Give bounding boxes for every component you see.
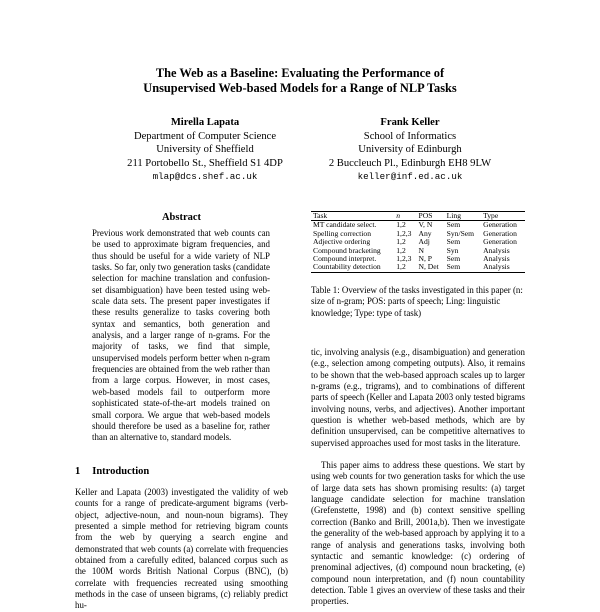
table-cell: 1,2,3 bbox=[396, 228, 412, 238]
section-heading bbox=[75, 466, 149, 477]
author-address: 211 Portobello St., Sheffield S1 4DP bbox=[127, 157, 283, 169]
section-number: 1 bbox=[75, 466, 81, 477]
author-dept: Department of Computer Science bbox=[133, 130, 277, 142]
paragraph: tic, involving analysis (e.g., disambiguation) and generation (e.g., selection among competing outputs). Also, it remains to be shown that the web-based approach scales up to larger n-grams (e.g., trigrams), and to combinations of different parts of speech (Keller and Lapata 2003 only tested bigrams involving nouns, verbs, and adjectives). Another important question is whether web-based methods, which are by definition unsupervised, can be competitive alternatives to supervised approaches used for most tasks in the literature. bbox=[311, 347, 525, 448]
table-cell: Sem bbox=[446, 254, 461, 264]
section-title: Introduction bbox=[92, 466, 150, 477]
author-institution: University of Sheffield bbox=[156, 144, 254, 155]
table-cell: Generation bbox=[483, 237, 517, 247]
table-header-cell: Type bbox=[481, 212, 525, 221]
title-line-1: The Web as a Baseline: Evaluating the Performance of bbox=[155, 66, 445, 80]
table-cell: Analysis bbox=[483, 254, 510, 264]
table-cell: 1,2 bbox=[396, 237, 406, 247]
author-name: Mirella Lapata bbox=[170, 117, 240, 128]
table-cell: Analysis bbox=[483, 262, 510, 272]
title-line-2: Unsupervised Web-based Models for a Range of NLP Tasks bbox=[143, 81, 457, 95]
author-email[interactable]: keller@inf.ed.ac.uk bbox=[357, 171, 463, 182]
table-cell: Compound bracketing bbox=[313, 245, 381, 255]
table-cell: Syn bbox=[446, 245, 459, 255]
table-cell: Generation bbox=[483, 220, 517, 230]
table-cell: N bbox=[418, 245, 424, 255]
paragraph: This paper aims to address these questions. We start by using web counts for two generation tasks for which the use of large data sets has shown promising results: (a) target language candidate selection for machine translation (Grefenstette, 1998) and (b) context sensitive spelling correction (Banko and Brill, 2001a,b). Then we investigate the generality of the web-based approach by applying it to a range of analysis and generations tasks, involving both syntactic and semantic knowledge: (c) ordering of prenominal adjectives, (d) compound noun bracketing, (e) compound noun interpretation, and (f) noun countability detection. Table 1 gives an overview of these tasks and their properties. bbox=[311, 460, 525, 607]
table-cell: Sem bbox=[446, 220, 461, 230]
table-cell: Spelling correction bbox=[313, 228, 371, 238]
table-cell: Sem bbox=[446, 237, 461, 247]
right-column-text bbox=[311, 347, 525, 608]
table-cell: V, N bbox=[418, 220, 433, 230]
table-header-cell: n bbox=[394, 212, 416, 221]
author-block-1 bbox=[100, 116, 310, 184]
table-cell: Compound interpret. bbox=[313, 254, 377, 264]
table-cell: Any bbox=[418, 228, 432, 238]
author-email[interactable]: mlap@dcs.shef.ac.uk bbox=[152, 171, 258, 182]
table-cell: 1,2 bbox=[396, 220, 406, 230]
author-block-2 bbox=[300, 116, 520, 184]
table-cell: Countability detection bbox=[313, 262, 381, 272]
table-cell: N, Det bbox=[418, 262, 439, 272]
author-institution: University of Edinburgh bbox=[358, 144, 462, 155]
table-header-cell: POS bbox=[417, 212, 445, 221]
author-dept: School of Informatics bbox=[363, 130, 457, 142]
table-cell: Adj bbox=[418, 237, 430, 247]
author-address: 2 Buccleuch Pl., Edinburgh EH8 9LW bbox=[328, 157, 492, 169]
table-cell: N, P bbox=[418, 254, 433, 264]
paper-title bbox=[60, 66, 540, 96]
table-row bbox=[311, 263, 525, 272]
table-cell: 1,2 bbox=[396, 262, 406, 272]
table-cell: MT candidate select. bbox=[313, 220, 377, 230]
abstract-heading: Abstract bbox=[161, 212, 202, 223]
table-cell: 1,2 bbox=[396, 245, 406, 255]
table-cell: Syn/Sem bbox=[446, 228, 475, 238]
table-header-cell: Task bbox=[311, 212, 394, 221]
tasks-table bbox=[311, 211, 525, 273]
introduction-text: Keller and Lapata (2003) investigated the validity of web counts for a range of predicate-argument bigrams (verb-object, adjective-noun, and noun-noun bigrams). They presented a simple method for retrieving bigram counts from the web by querying a search engine and demonstrated that web counts (a) correlate with frequencies obtained from a carefully edited, balanced corpus such as the 100M words British National Corpus (BNC), (b) correlate with frequencies recreated using smoothing methods in the case of unseen bigrams, (c) reliably predict hu- bbox=[75, 487, 288, 611]
table-cell: Generation bbox=[483, 228, 517, 238]
table-cell: Analysis bbox=[483, 245, 510, 255]
abstract-text: Previous work demonstrated that web counts can be used to approximate bigram frequencies, and thus should be useful for a wide variety of NLP tasks. So far, only two generation tasks (candidate selection for machine translation and confusion-set disambiguation) have been tested using web-scale data sets. The present paper investigates if these results generalize to tasks covering both syntax and semantics, both generation and analysis, and a larger range of n-grams. For the majority of tasks, we find that simple, unsupervised models perform better when n-gram frequencies are obtained from the web rather than from a large corpus. However, in most cases, web-based models fail to outperform more sophisticated state-of-the-art models trained on small corpora. We argue that web-based models should therefore be used as a baseline for, rather than an alternative to, standard models. bbox=[92, 228, 270, 443]
table-header-cell: Ling bbox=[445, 212, 482, 221]
table-cell: 1,2,3 bbox=[396, 254, 412, 264]
table-cell: Adjective ordering bbox=[313, 237, 371, 247]
table-cell: Sem bbox=[446, 262, 461, 272]
table-caption: Table 1: Overview of the tasks investigated in this paper (n: size of n-gram; POS: parts of speech; Ling: linguistic knowledge; Type: type of task) bbox=[311, 285, 523, 318]
author-name: Frank Keller bbox=[380, 117, 440, 128]
